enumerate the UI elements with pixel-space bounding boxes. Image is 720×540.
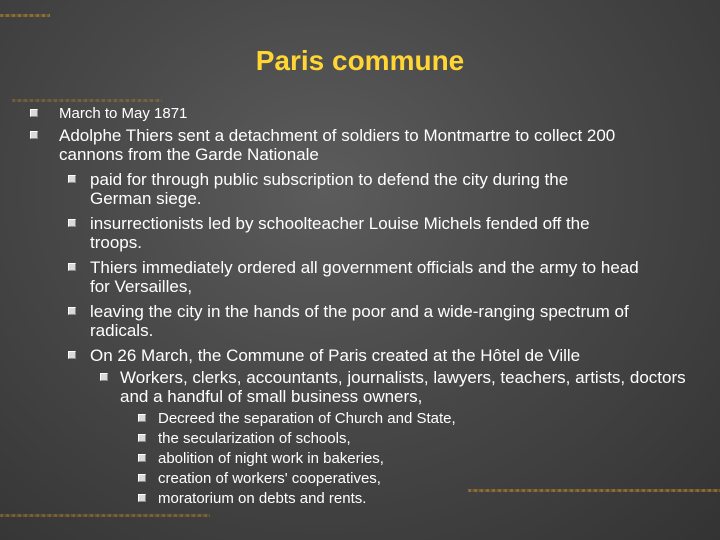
bullet-icon (68, 263, 76, 271)
reform-item: moratorium on debts and rents. (158, 490, 367, 507)
sub-sub-bullet-workers: Workers, clerks, accountants, journalists, lawyers, teachers, artists, doctors and a handful of small business owners, (120, 368, 686, 406)
bullet-icon (68, 175, 76, 183)
bullet-icon (138, 414, 146, 422)
reform-item: creation of workers' cooperatives, (158, 470, 381, 487)
bullet-date: March to May 1871 (59, 105, 188, 122)
bullet-icon (138, 454, 146, 462)
bullet-icon (30, 131, 38, 139)
reform-item: Decreed the separation of Church and State, (158, 410, 456, 427)
bullet-icon (30, 109, 38, 117)
sub-bullet-versailles: Thiers immediately ordered all government officials and the army to head for Versailles, (90, 258, 639, 296)
decorative-rule (12, 99, 162, 102)
bullet-icon (68, 351, 76, 359)
decorative-rule (0, 14, 50, 17)
decorative-rule (0, 514, 210, 517)
reform-item: the secularization of schools, (158, 430, 351, 447)
bullet-icon (68, 307, 76, 315)
bullet-icon (138, 474, 146, 482)
sub-bullet-commune-created: On 26 March, the Commune of Paris created at the Hôtel de Ville (90, 346, 581, 365)
bullet-icon (100, 373, 108, 381)
slide-title: Paris commune (255, 45, 465, 76)
reform-item: abolition of night work in bakeries, (158, 450, 384, 467)
sub-bullet-subscription: paid for through public subscription to defend the city during the German siege. (90, 170, 569, 208)
sub-bullet-radicals: leaving the city in the hands of the poor and a wide-ranging spectrum of radicals. (90, 302, 629, 340)
bullet-thiers: Adolphe Thiers sent a detachment of soldiers to Montmartre to collect 200 cannons from the Garde Nationale (59, 126, 616, 164)
sub-bullet-insurrectionists: insurrectionists led by schoolteacher Louise Michels fended off the troops. (90, 214, 590, 252)
bullet-icon (138, 494, 146, 502)
bullet-icon (68, 219, 76, 227)
bullet-icon (138, 434, 146, 442)
